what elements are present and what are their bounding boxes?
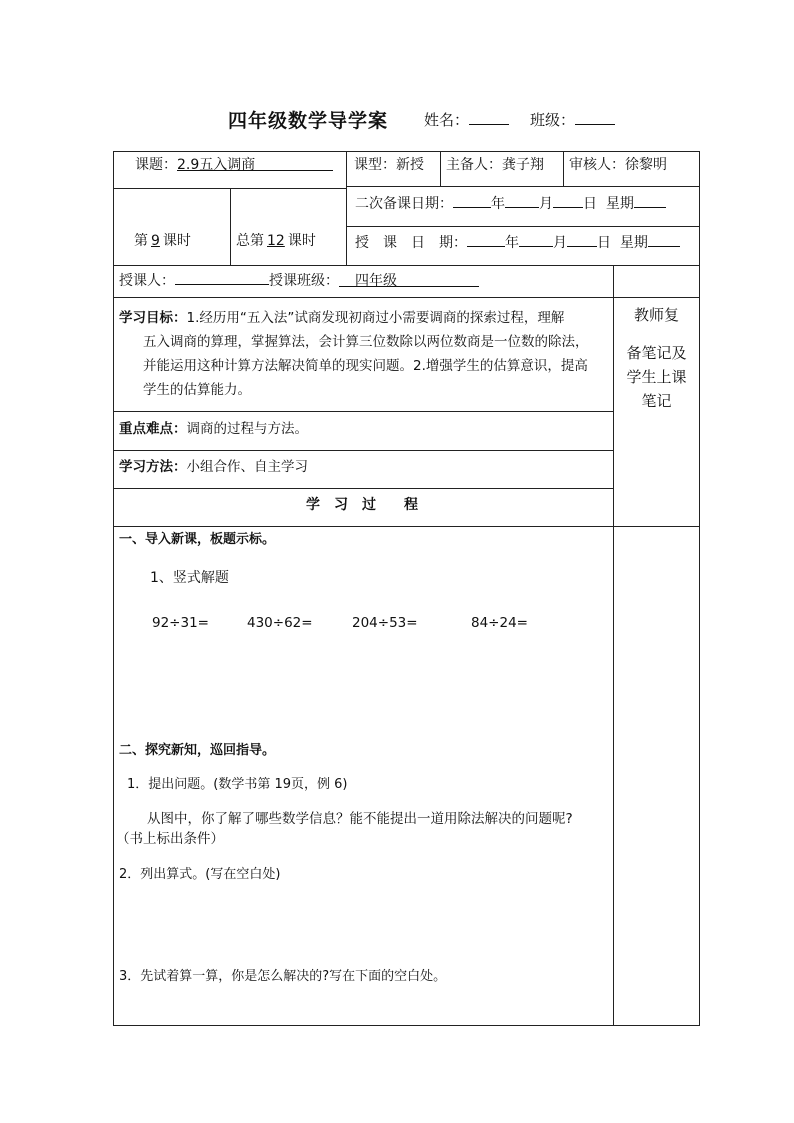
side-note [614,303,699,413]
blank [634,193,666,208]
reviewer-label: 审核人： [569,157,625,173]
period-value: 9 [151,233,160,249]
methods-label: 学习方法： [119,459,187,475]
division-problem: 430÷62= [247,615,313,631]
day-label: 日 [583,196,597,212]
goals-label: 学习目标： [119,310,187,326]
class-field [530,109,615,130]
title-line [0,106,794,136]
total-prefix: 总第 [236,233,264,249]
table-border-left [113,151,114,1026]
table-line [113,265,700,266]
table-line [346,151,347,265]
goals-line3: 并能运用这种计算方法解决简单的现实问题。2.增强学生的估算意识，提高 [143,358,588,374]
blank [648,232,680,247]
blank [567,232,597,247]
total-suffix: 课时 [287,233,316,249]
blank [553,193,583,208]
section1-heading: 一、导入新课，板题示标。 [119,532,276,547]
side-note-line: 笔记 [641,392,672,410]
goals-text-1: 1.经历用“五入法”试商发现初商过小需要调商的探索过程，理解 [186,310,565,326]
reviewer-cell [569,156,667,174]
preparer-cell [446,156,544,174]
topic-value-field [177,156,333,171]
class-taught-value: 四年级 [355,273,397,289]
teacher-label: 授课人： [119,273,175,289]
teach-date-label: 授 课 日 期： [355,235,467,251]
division-problem: 84÷24= [471,615,528,631]
goals-line4: 学生的估算能力。 [143,382,251,398]
type-label: 课型： [354,157,396,173]
table-line [230,188,231,265]
doc-title: 四年级数学导学案 [228,110,389,132]
table-line [113,450,613,451]
month-label: 月 [539,196,553,212]
methods [119,458,308,476]
type-cell [354,156,424,174]
table-line [346,186,700,187]
side-note-line: 备笔记及 [626,344,687,362]
table-line [113,526,700,527]
class-blank [575,110,615,125]
period-prefix: 第 [134,233,148,249]
blank [519,232,553,247]
side-note-line: 学生上课 [626,368,687,386]
preparer-value: 龚子翔 [502,157,544,173]
topic-value: 2.9五入调商 [177,157,256,173]
class-taught-label: 授课班级： [269,273,339,289]
topic-cell [135,156,333,174]
period-cell [134,232,191,250]
table-line [440,151,441,186]
name-label: 姓名： [424,111,470,129]
weekday-label: 星期 [605,196,634,212]
table-border-right [699,151,700,1026]
table-line [113,297,700,298]
section2-item1-note: （书上标出条件） [116,831,224,847]
day-label: 日 [597,235,611,251]
section2-item3: 3．先试着算一算，你是怎么解决的?写在下面的空白处。 [119,969,447,984]
preparer-label: 主备人： [446,157,502,173]
teach-date [355,232,680,252]
section2-heading: 二、探究新知，巡回指导。 [119,743,276,758]
methods-value: 小组合作、自主学习 [186,459,308,475]
key-points-label: 重点难点： [119,421,187,437]
table-line [346,226,700,227]
period-suffix: 课时 [162,233,191,249]
section2-item1-text: 从图中，你了解了哪些数学信息？能不能提出一道用除法解决的问题呢? [147,811,573,827]
goals-line1 [119,306,564,330]
type-value: 新授 [396,157,424,173]
weekday-label: 星期 [619,235,648,251]
blank [453,193,491,208]
year-label: 年 [491,196,505,212]
total-value: 12 [267,233,285,249]
table-line [113,151,700,152]
year-label: 年 [505,235,519,251]
key-points [119,420,308,438]
name-field [424,109,509,130]
division-problem: 92÷31= [152,615,209,631]
second-prep-date [355,193,666,213]
key-points-value: 调商的过程与方法。 [186,421,308,437]
topic-label: 课题： [135,157,177,173]
table-line [563,151,564,186]
blank [505,193,539,208]
side-note-line: 教师复 [633,306,679,324]
blank [467,232,505,247]
reviewer-value: 徐黎明 [625,157,667,173]
name-blank [469,110,509,125]
section1-sub: 1、竖式解题 [150,570,229,586]
table-line [113,411,613,412]
table-line [113,488,613,489]
month-label: 月 [553,235,567,251]
table-line [113,1025,700,1026]
goals-line2: 五入调商的算理，掌握算法，会计算三位数除以两位数商是一位数的除法， [143,334,589,350]
second-prep-label: 二次备课日期： [355,196,453,212]
total-period-cell [236,232,316,250]
process-title: 学 习 过 程 [306,497,418,513]
teacher-blank [175,270,269,285]
class-label: 班级： [530,111,576,129]
class-taught-field [339,272,479,287]
section2-item1: 1．提出问题。(数学书第 19页，例 6) [127,777,348,792]
section2-item2: 2．列出算式。(写在空白处) [119,867,281,882]
teacher-row [119,270,479,290]
division-problem: 204÷53= [352,615,418,631]
